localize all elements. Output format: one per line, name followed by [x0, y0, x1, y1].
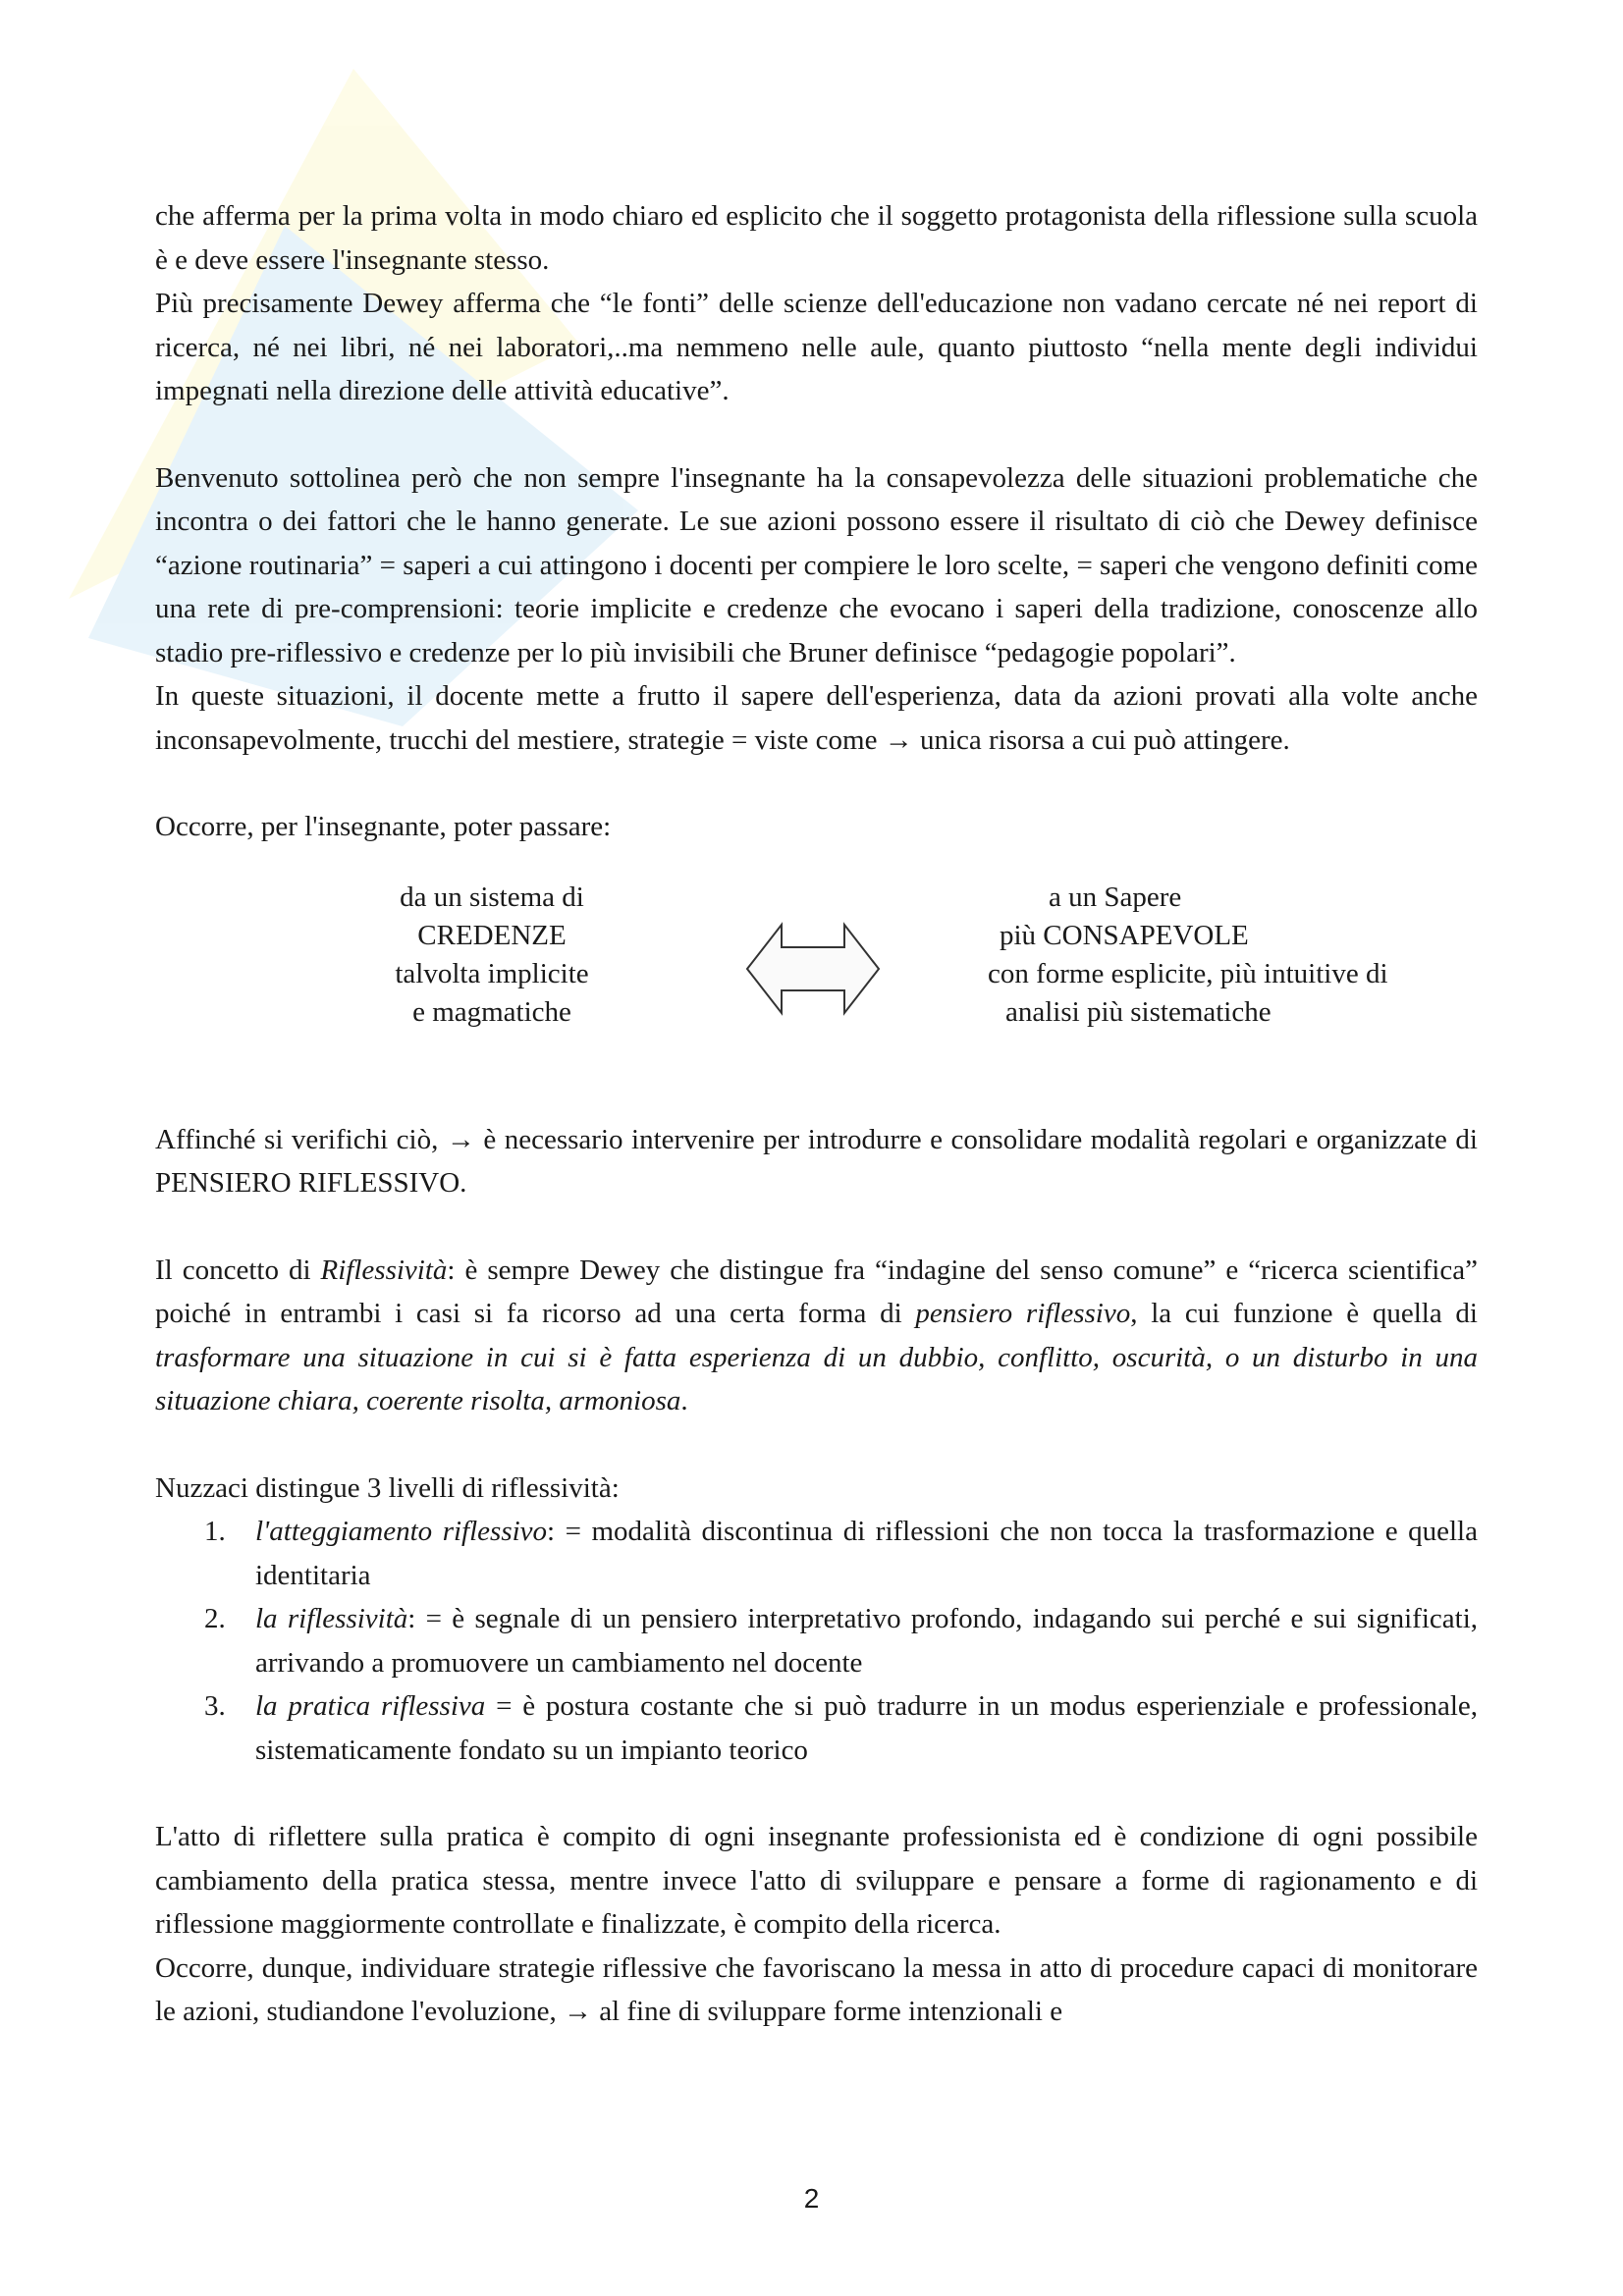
term-pensiero-riflessivo: pensiero riflessivo	[915, 1298, 1131, 1329]
list-item: 1. l'atteggiamento riflessivo: = modalità discontinua di riflessioni che non tocca la trasformazione e quella identitaria	[204, 1516, 1478, 1591]
paragraph-8: Nuzzaci distingue 3 livelli di riflessività:	[155, 1471, 620, 1504]
double-arrow-icon	[744, 920, 882, 1018]
diagram-right-line: con forme esplicite, più intuitive di	[988, 957, 1388, 989]
diagram-left-line: da un sistema di	[400, 881, 584, 913]
diagram-right-line: a un Sapere	[1049, 881, 1182, 913]
page-content	[155, 194, 1478, 2034]
paragraph-5: Occorre, per l'insegnante, poter passare:	[155, 811, 612, 842]
diagram-right-line: analisi più sistematiche	[1005, 995, 1271, 1028]
paragraph-9: L'atto di riflettere sulla pratica è compito di ogni insegnante professionista ed è condizione di ogni possibile cambiamento della pratica stessa, mentre invece l'atto di sviluppare e pensare a forme di ragionamento e di riflessione maggiormente controllate e finalizzate, è compito della ricerca.	[155, 1821, 1478, 1940]
paragraph-7: Il concetto di Riflessività: è sempre Dewey che distingue fra “indagine del senso comune” e “ricerca scientifica” poiché in entrambi i casi si fa ricorso ad una certa forma di pensiero riflessivo, la cui funzione è quella di trasformare una situazione in cui si è fatta esperienza di un dubbio, conflitto, oscurità, o un disturbo in una situazione chiara, coerente risolta, armoniosa.	[155, 1254, 1478, 1416]
list-item: 3. la pratica riflessiva = è postura costante che si può tradurre in un modus esperienziale e professionale, sistematicamente fondato su un impianto teorico	[204, 1690, 1478, 1766]
paragraph-3: Benvenuto sottolinea però che non sempre l'insegnante ha la consapevolezza delle situazioni problematiche che incontra o dei fattori che le hanno generate. Le sue azioni possono essere il risultato di ciò che Dewey definisce “azione routinaria” = saperi a cui attingono i docenti per compiere le loro scelte, = saperi che vengono definiti come una rete di pre-comprensioni: teorie implicite e credenze che evocano i saperi della tradizione, conoscenze allo stadio pre-riflessivo e credenze per lo più invisibili che Bruner definisce “pedagogie popolari”.	[155, 461, 1478, 668]
paragraph-6: Affinché si verifichi ciò, → è necessario intervenire per introdurre e consolidare modalità regolari e organizzate di PENSIERO RIFLESSIVO.	[155, 1123, 1478, 1199]
diagram-left-column	[369, 879, 615, 1032]
diagram-left-line: CREDENZE	[417, 919, 567, 951]
paragraph-2: Più precisamente Dewey afferma che “le fonti” delle scienze dell'educazione non vadano cercate né nei report di ricerca, né nei libri, né nei laboratori,..ma nemmeno nelle aule, quanto piuttosto “nella mente degli individui impegnati nella direzione delle attività educative”.	[155, 288, 1478, 406]
diagram-left-line: e magmatiche	[412, 995, 571, 1028]
diagram-left-line: talvolta implicite	[395, 957, 589, 989]
diagram-right-column	[988, 879, 1469, 1032]
paragraph-10: Occorre, dunque, individuare strategie riflessive che favoriscano la messa in atto di procedure capaci di monitorare le azioni, studiandone l'evoluzione, → al fine di sviluppare forme intenzionali e	[155, 1951, 1478, 2027]
term-riflessivita: Riflessività	[320, 1254, 448, 1286]
diagram-right-line: più CONSAPEVOLE	[1000, 919, 1249, 951]
list-item: 2. la riflessività: = è segnale di un pensiero interpretativo profondo, indagando sui perché e sui significati, arrivando a promuovere un cambiamento nel docente	[204, 1603, 1479, 1679]
transition-diagram	[155, 879, 1478, 1087]
reflexivity-levels-list	[155, 1510, 1478, 1772]
definition-quote: trasformare una situazione in cui si è fatta esperienza di un dubbio, conflitto, oscurità, o un disturbo in una situazione chiara, coerente risolta, armoniosa	[155, 1341, 1478, 1416]
paragraph-4: In queste situazioni, il docente mette a frutto il sapere dell'esperienza, data da azioni provati alla volte anche inconsapevolmente, trucchi del mestiere, strategie = viste come → unica risorsa a cui può attingere.	[155, 680, 1478, 756]
page-number: 2	[803, 2183, 820, 2214]
paragraph-1: che afferma per la prima volta in modo chiaro ed esplicito che il soggetto protagonista della riflessione sulla scuola è e deve essere l'insegnante stesso.	[155, 200, 1478, 276]
